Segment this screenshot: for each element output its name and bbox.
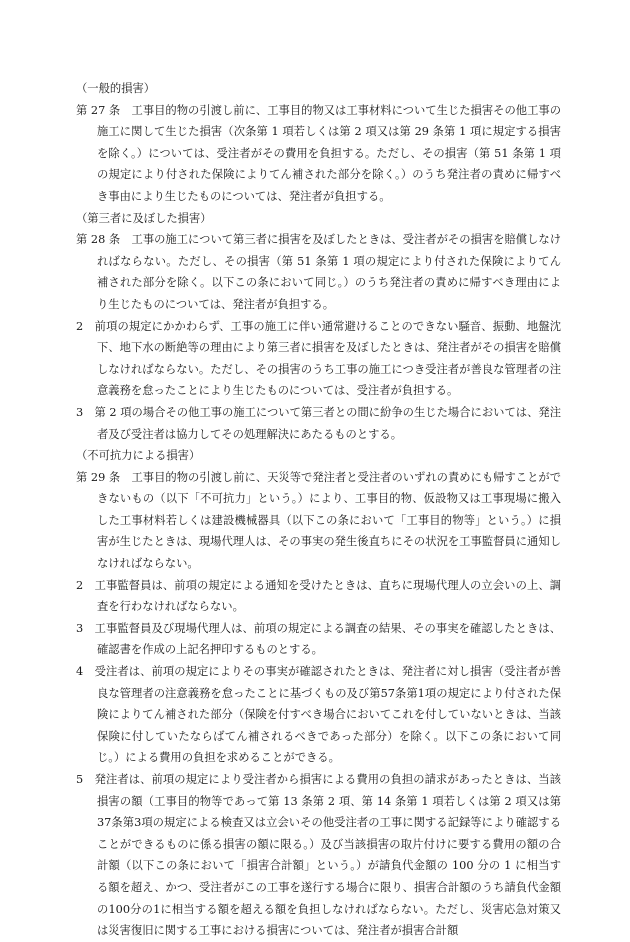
article-28-paragraph-3: 3 第 2 項の場合その他工事の施工について第三者との間に紛争の生じた場合においては、発注者及び受注者は協力してその処理解決にあたるものとする。 <box>76 405 561 441</box>
section-heading-general-damage: （一般的損害） <box>76 82 156 95</box>
article-29-paragraph-4: 4 受注者は、前項の規定によりその事実が確認されたときは、発注者に対し損害（受注者が善良な管理者の注意義務を怠ったことに基づくもの及び第57条第1項の規定により付された保険によりてん補された部分（保険を付すべき場合においてこれを付していないときは、当該保険に付していたならばてん補されるべきであった部分）を除く。以下この条において同じ。）による費用の負担を求めることができる。 <box>76 665 561 765</box>
article-29-paragraph-2: 2 工事監督員は、前項の規定による通知を受けたときは、直ちに現場代理人の立会いの上、調査を行わなければならない。 <box>76 578 561 614</box>
article-29-paragraph-5: 5 発注者は、前項の規定により受注者から損害による費用の負担の請求があったときは、当該損害の額（工事目的物等であって第 13 条第 2 項、第 14 条第 1 項若しくは第 2 項又は第37条第3項の規定による検査又は立会いその他受注者の工事に関する記録等により確認することができるものに係る損害の額に限る。）及び当該損害の取片付けに要する費用の額の合計額（以下この条において「損害合計額」という。）が請負代金額の 100 分の 1 に相当する額を超え、かつ、受注者がこの工事を遂行する場合に限り、損害合計額のうち請負代金額の100分の1に相当する額を超える額を負担しなければならない。ただし、災害応急対策又は災害復旧に関する工事における損害については、発注者が損害合計額 <box>76 773 561 938</box>
article-29-paragraph-3: 3 工事監督員及び現場代理人は、前項の規定による調査の結果、その事実を確認したときは、確認書を作成の上記名押印するものとする。 <box>76 621 561 657</box>
section-heading-third-party-damage: （第三者に及ぼした損害） <box>76 211 212 225</box>
article-28: 第 28 条 工事の施工について第三者に損害を及ぼしたときは、受注者がその損害を賠償しなければならない。ただし、その損害（第 51 条第 1 項の規定により付された保険によりてん補された部分を除く。以下この条において同じ。）のうち発注者の責めに帰すべき理由により生じたものについては、発注者が負担する。 <box>76 233 561 311</box>
section-heading-force-majeure-damage: （不可抗力による損害） <box>76 449 201 463</box>
article-28-paragraph-2: 2 前項の規定にかかわらず、工事の施工に伴い通常避けることのできない騒音、振動、地盤沈下、地下水の断絶等の理由により第三者に損害を及ぼしたときは、発注者がその損害を賠償しなければならない。ただし、その損害のうち工事の施工につき受注者が善良な管理者の注意義務を怠ったことにより生じたものについては、受注者が負担する。 <box>76 319 561 398</box>
article-29: 第 29 条 工事目的物の引渡し前に、天災等で発注者と受注者のいずれの責めにも帰すことができないもの（以下「不可抗力」という。）により、工事目的物、仮設物又は工事現場に搬入した工事材料若しくは建設機械器具（以下この条において「工事目的物等」という。）に損害が生じたときは、現場代理人は、その事実の発生後直ちにその状況を工事監督員に通知しなければならない。 <box>76 470 561 571</box>
document-page <box>76 78 561 942</box>
article-27: 第 27 条 工事目的物の引渡し前に、工事目的物又は工事材料について生じた損害その他工事の施工に関して生じた損害（次条第 1 項若しくは第 2 項又は第 29 条第 1 項に規定する損害を除く。）については、受注者がその費用を負担する。ただし、その損害（第 51 条第 1 項の規定により付された保険によりてん補された部分を除く。）のうち発注者の責めに帰すべき事由により生じたものについては、発注者が負担する。 <box>76 103 561 203</box>
